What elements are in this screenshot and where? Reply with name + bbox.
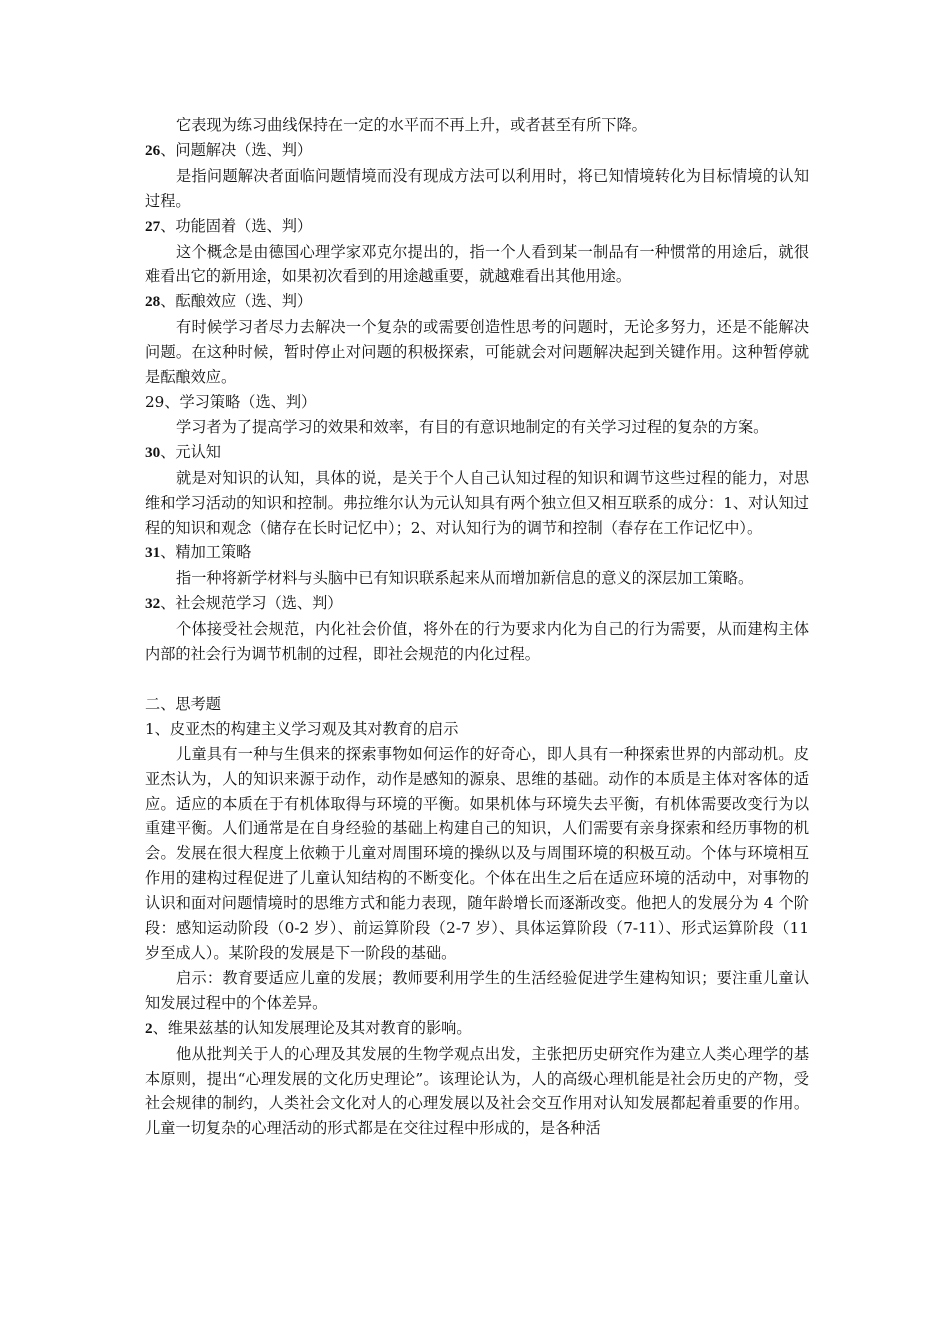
- paragraph: 就是对知识的认知，具体的说，是关于个人自己认知过程的知识和调节这些过程的能力，对思维和学习活动的知识和控制。弗拉维尔认为元认知具有两个独立但又相互联系的成分：1、对认知过程的知识和观念（储存在长时记忆中）；2、对认知行为的调节和控制（春存在工作记忆中）。: [145, 468, 809, 537]
- term-number: 27: [145, 217, 161, 235]
- term-number: 26: [145, 141, 161, 159]
- question-heading-1: 1、皮亚杰的构建主义学习观及其对教育的启示: [145, 719, 459, 738]
- paragraph: 有时候学习者尽力去解决一个复杂的或需要创造性思考的问题时，无论多努力，还是不能解决问题。在这种时候，暂时停止对问题的积极探索，可能就会对问题解决起到关键作用。这种暂停就是酝酿效应。: [145, 318, 809, 387]
- blank-line: [145, 667, 809, 692]
- document-page: [145, 113, 809, 1141]
- question-number: 2: [145, 1019, 153, 1037]
- term-title: 、精加工策略: [160, 543, 252, 562]
- paragraph: 个体接受社会规范，内化社会价值，将外在的行为要求内化为自己的行为需要，从而建构主体内部的社会行为调节机制的过程，即社会规范的内化过程。: [145, 620, 809, 664]
- paragraph: 启示：教育要适应儿童的发展；教师要利用学生的生活经验促进学生建构知识；要注重儿童认知发展过程中的个体差异。: [145, 968, 809, 1012]
- term-title: 、酝酿效应（选、判）: [160, 292, 313, 311]
- term-number: 28: [145, 293, 161, 311]
- paragraph: 指一种将新学材料与头脑中已有知识联系起来从而增加新信息的意义的深层加工策略。: [176, 569, 754, 588]
- term-title: 、功能固着（选、判）: [160, 216, 313, 235]
- paragraph: 儿童具有一种与生俱来的探索事物如何运作的好奇心，即人具有一种探索世界的内部动机。皮亚杰认为，人的知识来源于动作，动作是感知的源泉、思维的基础。动作的本质是主体对客体的适应。适应的本质在于有机体取得与环境的平衡。如果机体与环境失去平衡，有机体需要改变行为以重建平衡。人们通常是在自身经验的基础上构建自己的知识，人们需要有亲身探索和经历事物的机会。发展在很大程度上依赖于儿童对周围环境的操纵以及与周围环境的积极互动。个体与环境相互作用的建构过程促进了儿童认知结构的不断变化。个体在出生之后在适应环境的活动中，对事物的认识和面对问题情境时的思维方式和能力表现，随年龄增长而逐渐改变。他把人的发展分为 4 个阶段：感知运动阶段（0-2 岁）、前运算阶段（2-7 岁）、具体运算阶段（7-11）、形式运算阶段（11 岁至成人）。某阶段的发展是下一阶段的基础。: [145, 744, 809, 962]
- term-heading-28: [145, 289, 809, 315]
- term-title: 29、学习策略（选、判）: [145, 392, 317, 411]
- paragraph: 这个概念是由德国心理学家邓克尔提出的，指一个人看到某一制品有一种惯常的用途后，就很难看出它的新用途，如果初次看到的用途越重要，就越难看出其他用途。: [145, 242, 809, 286]
- term-title: 、社会规范学习（选、判）: [160, 594, 343, 613]
- term-number: 32: [145, 595, 161, 613]
- term-heading-27: [145, 214, 809, 240]
- term-title: 、元认知: [160, 442, 221, 461]
- term-title: 、问题解决（选、判）: [160, 140, 313, 159]
- term-heading-30: [145, 440, 809, 466]
- term-heading-31: [145, 540, 809, 566]
- section-heading: 二、思考题: [145, 694, 221, 713]
- question-heading-2: [145, 1016, 809, 1042]
- question-title: 、维果兹基的认知发展理论及其对教育的影响。: [152, 1018, 472, 1037]
- paragraph: 他从批判关于人的心理及其发展的生物学观点出发，主张把历史研究作为建立人类心理学的基本原则，提出“心理发展的文化历史理论”。该理论认为，人的高级心理机能是社会历史的产物，受社会规律的制约，人类社会文化对人的心理发展以及社会交互作用对认知发展都起着重要的作用。儿童一切复杂的心理活动的形式都是在交往过程中形成的，是各种活: [145, 1044, 809, 1138]
- paragraph: 学习者为了提高学习的效果和效率，有目的有意识地制定的有关学习过程的复杂的方案。: [176, 417, 769, 436]
- term-number: 31: [145, 544, 161, 562]
- term-heading-32: [145, 591, 809, 617]
- term-heading-29: [145, 390, 809, 415]
- paragraph: 它表现为练习曲线保持在一定的水平而不再上升，或者甚至有所下降。: [176, 116, 647, 134]
- term-heading-26: [145, 138, 809, 164]
- paragraph: 是指问题解决者面临问题情境而没有现成方法可以利用时，将已知情境转化为目标情境的认知过程。: [145, 166, 809, 210]
- term-number: 30: [145, 443, 161, 461]
